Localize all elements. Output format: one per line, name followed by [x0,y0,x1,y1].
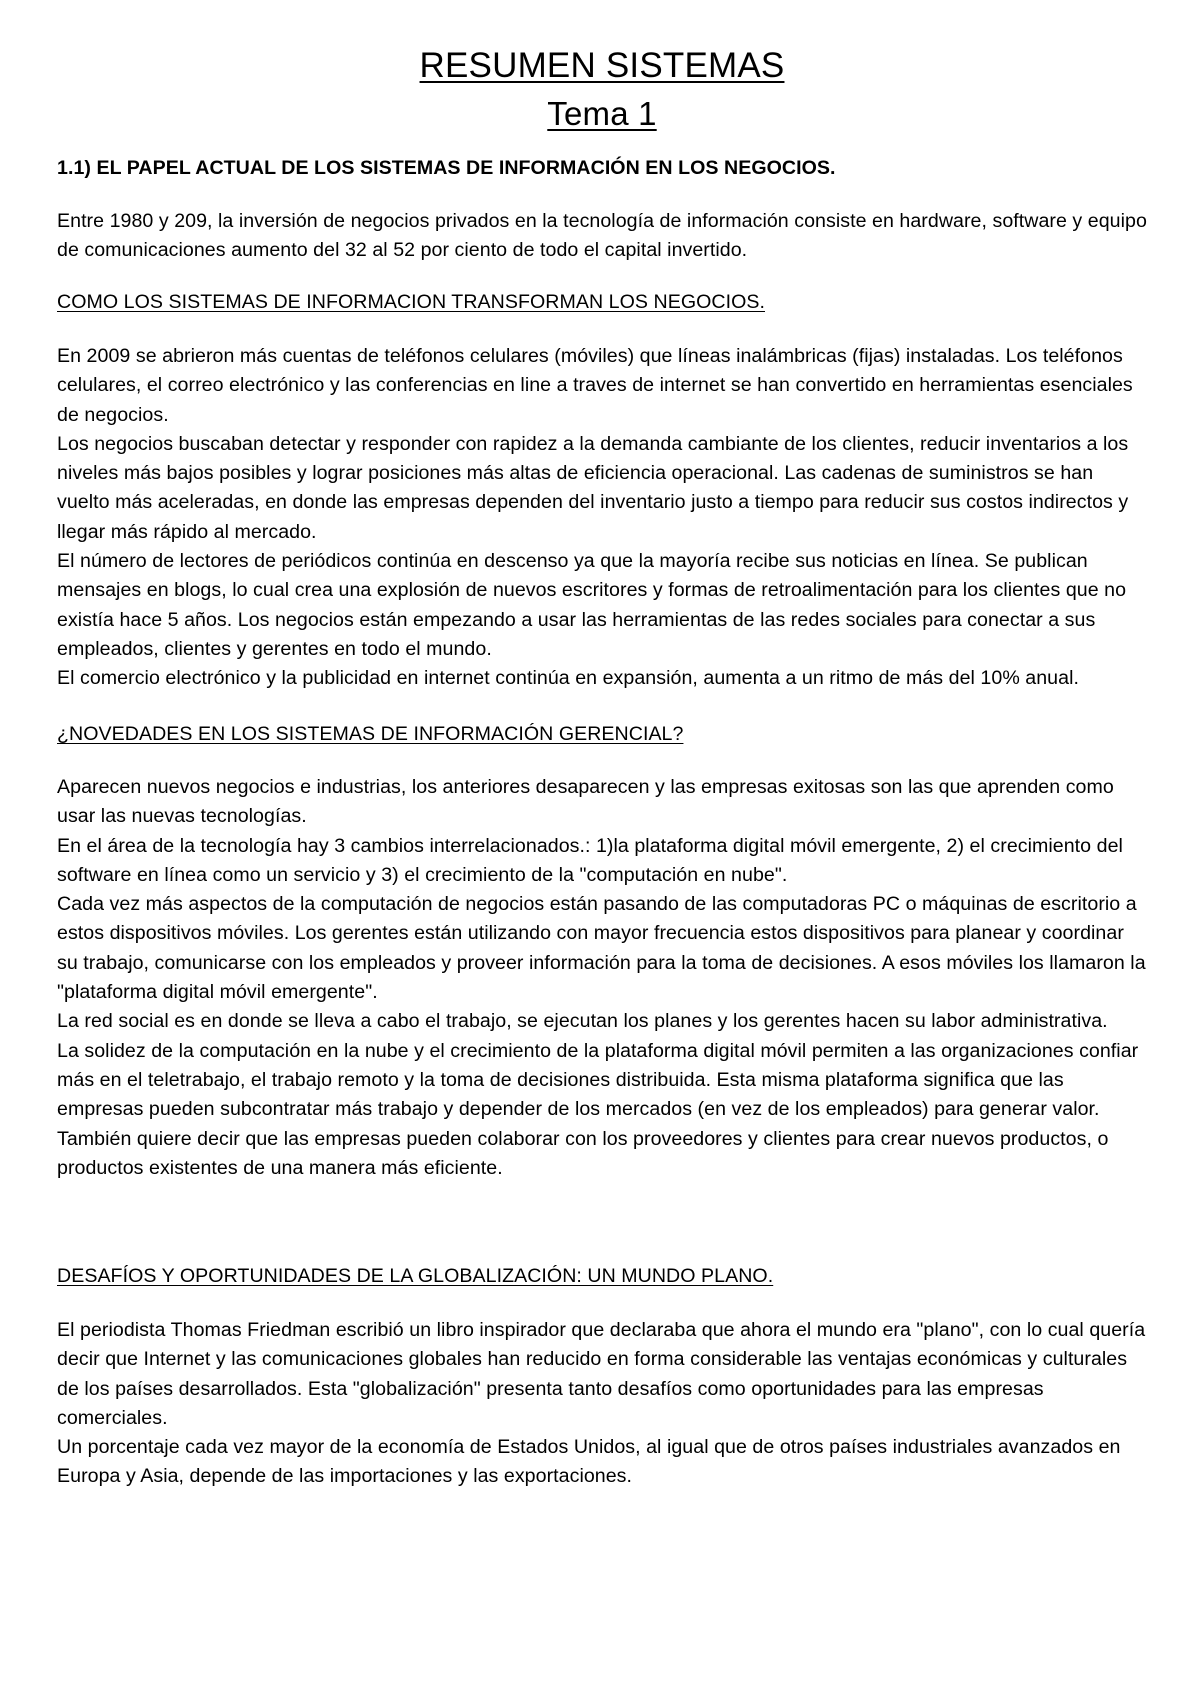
section-3-paragraph: La red social es en donde se lleva a cabo el trabajo, se ejecutan los planes y los gerentes hacen su labor administrativa. [57,1010,1108,1033]
section-3-heading: ¿NOVEDADES EN LOS SISTEMAS DE INFORMACIÓN GERENCIAL? [57,723,684,745]
section-2-paragraph: Los negocios buscaban detectar y responder con rapidez a la demanda cambiante de los clientes, reducir inventarios a los niveles más bajos posibles y lograr posiciones más altas de eficiencia operacional. Las cadenas de suministros se han vuelto más aceleradas, en donde las empresas dependen del inventario justo a tiempo para reducir sus costos indirectos y llegar más rápido al mercado. [57,432,1129,543]
section-2-heading: COMO LOS SISTEMAS DE INFORMACION TRANSFORMAN LOS NEGOCIOS. [57,291,765,313]
section-4-paragraph: Un porcentaje cada vez mayor de la economía de Estados Unidos, al igual que de otros países industriales avanzados en Europa y Asia, depende de las importaciones y las exportaciones. [57,1436,1121,1488]
section-1-heading: 1.1) EL PAPEL ACTUAL DE LOS SISTEMAS DE INFORMACIÓN EN LOS NEGOCIOS. [57,157,836,179]
section-3-paragraph: En el área de la tecnología hay 3 cambios interrelacionados.: 1)la plataforma digital móvil emergente, 2) el crecimiento del software en línea como un servicio y 3) el crecimiento de la "computación en nube". [57,834,1123,886]
section-3-paragraph: Cada vez más aspectos de la computación de negocios están pasando de las computadoras PC o máquinas de escritorio a estos dispositivos móviles. Los gerentes están utilizando con mayor frecuencia estos dispositivos para planear y coordinar su trabajo, comunicarse con los empleados y proveer información para la toma de decisiones. A esos móviles los llamaron la "plataforma digital móvil emergente". [57,893,1146,1004]
section-3-body [57,773,1147,1183]
section-2-paragraph: El número de lectores de periódicos continúa en descenso ya que la mayoría recibe sus noticias en línea. Se publican mensajes en blogs, lo cual crea una explosión de nuevos escritores y formas de retroalimentación para los clientes que no existía hace 5 años. Los negocios están empezando a usar las herramientas de las redes sociales para conectar a sus empleados, clientes y gerentes en todo el mundo. [57,550,1127,660]
section-2-body [57,342,1147,694]
section-4-heading: DESAFÍOS Y OPORTUNIDADES DE LA GLOBALIZACIÓN: UN MUNDO PLANO. [57,1265,774,1287]
section-1-paragraph: Entre 1980 y 209, la inversión de negocios privados en la tecnología de información consiste en hardware, software y equipo de comunicaciones aumento del 32 al 52 por ciento de todo el capital invertido. [57,210,1147,262]
section-3-paragraph: La solidez de la computación en la nube y el crecimiento de la plataforma digital móvil permiten a las organizaciones confiar más en el teletrabajo, el trabajo remoto y la toma de decisiones distribuida. Esta misma plataforma significa que las empresas pueden subcontratar más trabajo y depender de los mercados (en vez de los empleados) para generar valor. También quiere decir que las empresas pueden colaborar con los proveedores y clientes para crear nuevos productos, o productos existentes de una manera más eficiente. [57,1039,1139,1179]
section-3-paragraph: Aparecen nuevos negocios e industrias, los anteriores desaparecen y las empresas exitosas son las que aprenden como usar las nuevas tecnologías. [57,776,1114,828]
section-2-paragraph: El comercio electrónico y la publicidad en internet continúa en expansión, aumenta a un ritmo de más del 10% anual. [57,667,1079,690]
section-4-paragraph: El periodista Thomas Friedman escribió un libro inspirador que declaraba que ahora el mundo era "plano", con lo cual quería decir que Internet y las comunicaciones globales han reducido en forma considerable las ventajas económicas y culturales de los países desarrollados. Esta "globalización" presenta tanto desafíos como oportunidades para las empresas comerciales. [57,1319,1146,1429]
document-title: RESUMEN SISTEMAS [419,46,785,85]
section-2-paragraph: En 2009 se abrieron más cuentas de teléfonos celulares (móviles) que líneas inalámbricas (fijas) instaladas. Los teléfonos celulares, el correo electrónico y las conferencias en line a traves de internet se han convertido en herramientas esenciales de negocios. [57,345,1133,426]
document-subtitle: Tema 1 [547,95,657,132]
section-4-body [57,1316,1147,1492]
